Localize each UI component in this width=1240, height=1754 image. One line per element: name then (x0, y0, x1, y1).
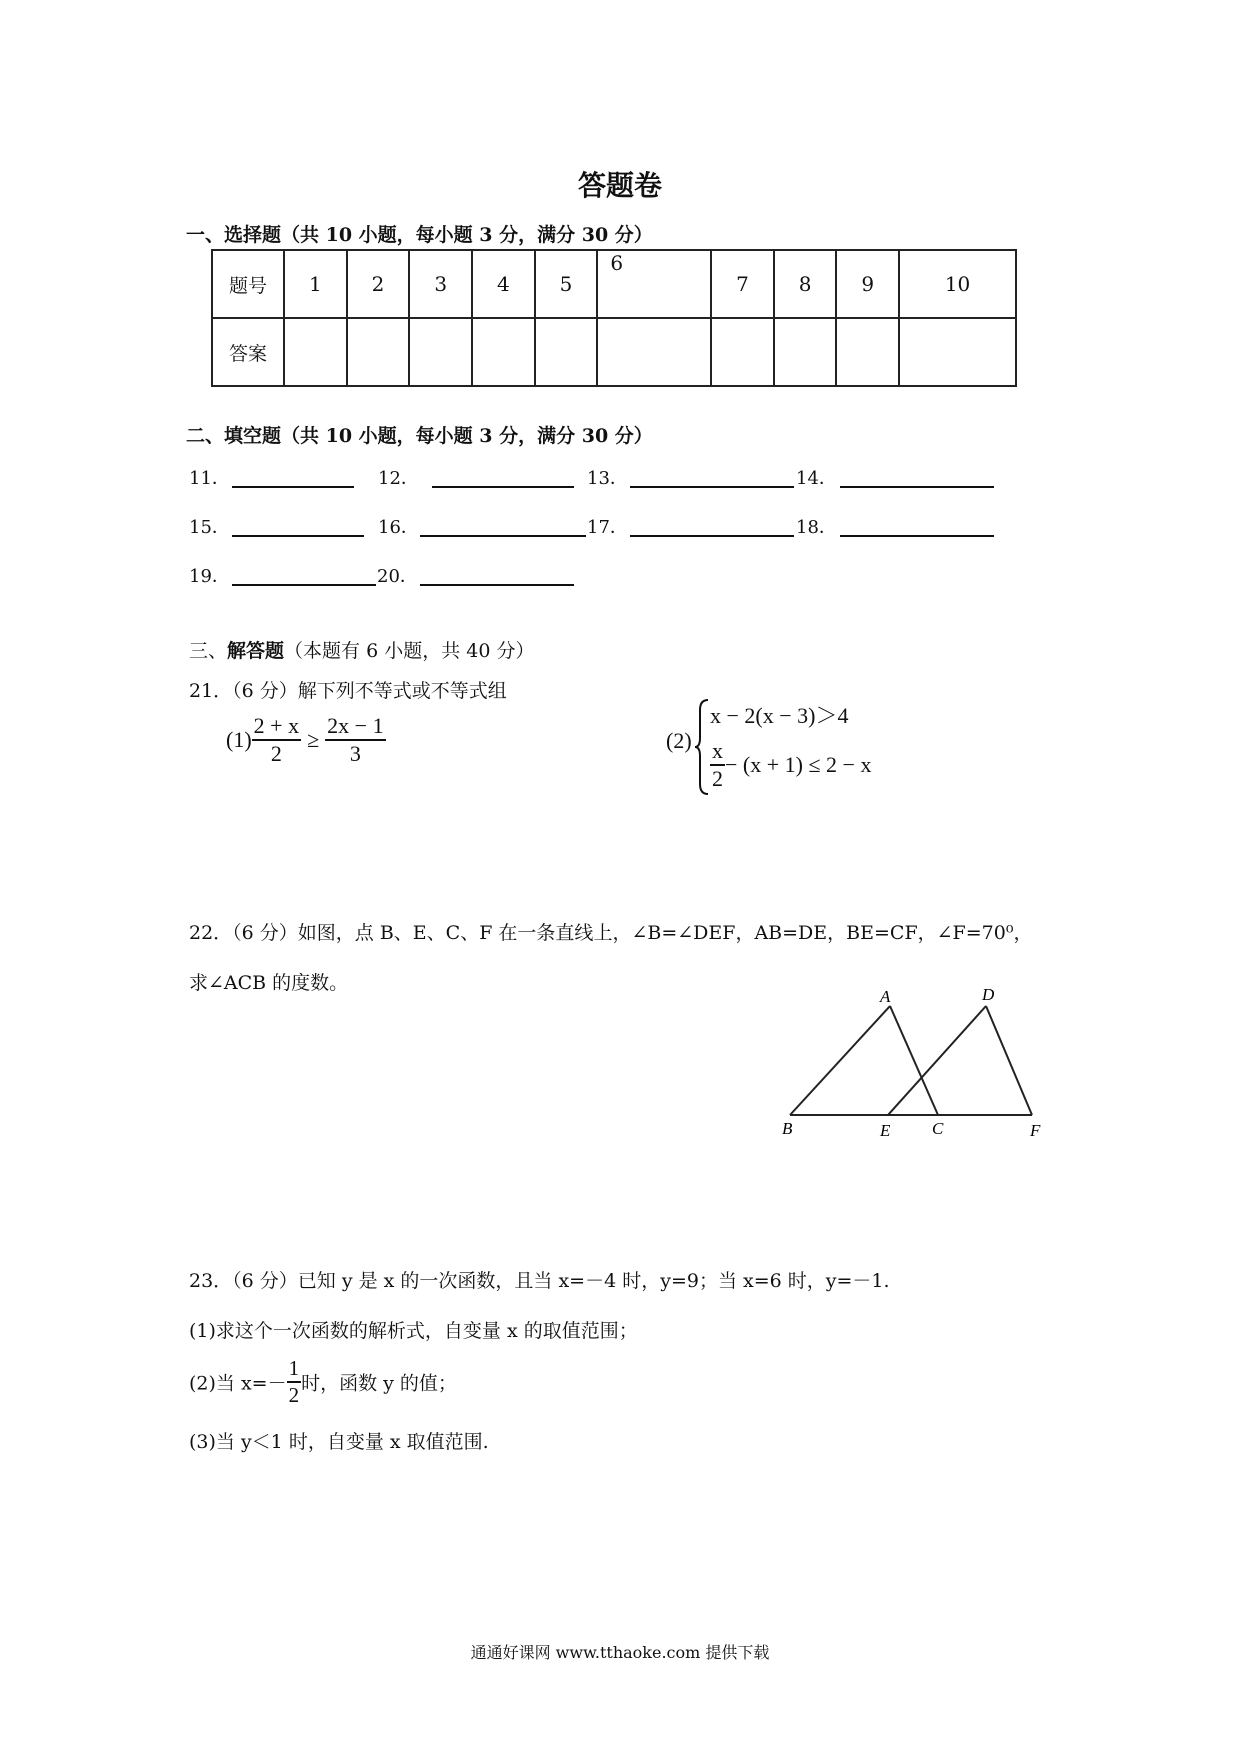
q21-left-denominator: 2 (270, 741, 282, 766)
q23-line4: (3)当 y＜1 时，自变量 x 取值范围. (189, 1431, 489, 1453)
fill-label-11: 11． (189, 468, 230, 489)
fill-label-18: 18． (796, 517, 837, 538)
question-number: 3 (409, 250, 472, 318)
answer-cell[interactable] (711, 318, 774, 386)
fill-label-12: 12． (378, 468, 419, 489)
q21-system-fraction (710, 738, 725, 792)
fill-blank-16[interactable] (420, 535, 586, 537)
section2-heading: 二、填空题（共 10 小题，每小题 3 分，满分 30 分） (186, 425, 653, 447)
fill-label-13: 13． (587, 468, 628, 489)
q21-relation: ≥ (307, 727, 320, 752)
answer-cell[interactable] (774, 318, 837, 386)
triangle-figure (760, 980, 1060, 1140)
q23-line3-pre: (2)当 x=－ (189, 1372, 287, 1395)
fill-blank-12[interactable] (432, 486, 574, 488)
answer-cell[interactable] (409, 318, 472, 386)
q23-line2: (1)求这个一次函数的解析式，自变量 x 的取值范围； (189, 1320, 638, 1342)
question-number: 5 (535, 250, 598, 318)
answer-cell[interactable] (899, 318, 1016, 386)
q21-part2-label: (2) (666, 728, 692, 753)
fill-blank-15[interactable] (232, 535, 364, 537)
section3-suffix: （本题有 6 小题，共 40 分） (284, 640, 535, 662)
q22-line1: 22．（6 分）如图，点 B、E、C、F 在一条直线上，∠B=∠DEF，AB=DE，BE=CF，∠F=70⁰， (189, 922, 1033, 944)
question-number: 2 (347, 250, 410, 318)
q21-right-numerator: 2x − 1 (325, 713, 385, 741)
answer-cell[interactable] (347, 318, 410, 386)
q23-numerator: 1 (287, 1356, 302, 1383)
row-label-number: 题号 (212, 250, 284, 318)
q23-fraction (287, 1356, 302, 1408)
footer-text: 通通好课网 www.tthaoke.com 提供下载 (470, 1643, 770, 1662)
question-number: 10 (899, 250, 1016, 318)
question-number: 6 (597, 250, 711, 318)
fill-blank-14[interactable] (840, 486, 994, 488)
segment-ab (790, 1006, 890, 1115)
fill-blank-13[interactable] (630, 486, 794, 488)
answer-cell[interactable] (836, 318, 899, 386)
fill-label-14: 14． (796, 468, 837, 489)
fill-blank-20[interactable] (420, 584, 574, 586)
q23-line3 (189, 1356, 457, 1408)
answer-cell[interactable] (472, 318, 535, 386)
question-number: 4 (472, 250, 535, 318)
point-label-f: F (1030, 1121, 1041, 1140)
point-label-a: A (880, 987, 891, 1006)
fill-blank-18[interactable] (840, 535, 994, 537)
q23-line3-post: 时，函数 y 的值； (301, 1372, 457, 1395)
answer-table (211, 249, 1017, 387)
segment-df (986, 1006, 1032, 1115)
q21-part1 (226, 713, 386, 767)
answer-row (212, 318, 1016, 386)
section3-heading (189, 636, 534, 663)
q21-system-line2-rest: − (x + 1) ≤ 2 − x (725, 752, 872, 777)
point-label-d: D (982, 985, 995, 1004)
number-row (212, 250, 1016, 318)
q21-text: 21．（6 分）解下列不等式或不等式组 (189, 680, 507, 702)
point-label-c: C (932, 1119, 944, 1138)
q23-denominator: 2 (288, 1383, 300, 1407)
q23-line1: 23．（6 分）已知 y 是 x 的一次函数，且当 x=－4 时，y=9；当 x=6 时，y=－1. (189, 1270, 890, 1292)
fill-label-17: 17． (587, 517, 628, 538)
fill-blank-19[interactable] (232, 584, 376, 586)
answer-cell[interactable] (597, 318, 711, 386)
section3-prefix: 三、 (189, 640, 228, 662)
section3-title: 解答题 (227, 640, 285, 662)
q21-left-numerator: 2 + x (252, 713, 301, 741)
q21-system-line1: x − 2(x − 3)＞4 (710, 703, 849, 728)
fill-blank-17[interactable] (630, 535, 794, 537)
q21-system-numerator: x (710, 738, 725, 766)
page-title: 答题卷 (577, 169, 662, 202)
q21-system-denominator: 2 (712, 766, 723, 791)
segment-de (888, 1006, 986, 1115)
section1-heading: 一、选择题（共 10 小题，每小题 3 分，满分 30 分） (186, 224, 653, 246)
fill-label-19: 19． (189, 566, 230, 587)
question-number: 8 (774, 250, 837, 318)
q22-line2: 求∠ACB 的度数。 (189, 972, 349, 994)
question-number: 1 (284, 250, 347, 318)
answer-cell[interactable] (284, 318, 347, 386)
point-label-b: B (782, 1119, 793, 1138)
q21-right-denominator: 3 (349, 741, 361, 766)
question-number: 9 (836, 250, 899, 318)
answer-cell[interactable] (535, 318, 598, 386)
q21-left-fraction (252, 713, 301, 767)
q21-right-fraction (325, 713, 385, 767)
fill-label-16: 16． (378, 517, 419, 538)
brace-icon (694, 698, 710, 796)
q21-system-line2 (710, 738, 871, 792)
fill-label-20: 20． (377, 566, 418, 587)
question-number: 7 (711, 250, 774, 318)
fill-blank-11[interactable] (232, 486, 354, 488)
fill-label-15: 15． (189, 517, 230, 538)
q21-part1-label: (1) (226, 727, 252, 752)
point-label-e: E (880, 1121, 891, 1140)
row-label-answer: 答案 (212, 318, 284, 386)
segment-ac (890, 1006, 938, 1115)
